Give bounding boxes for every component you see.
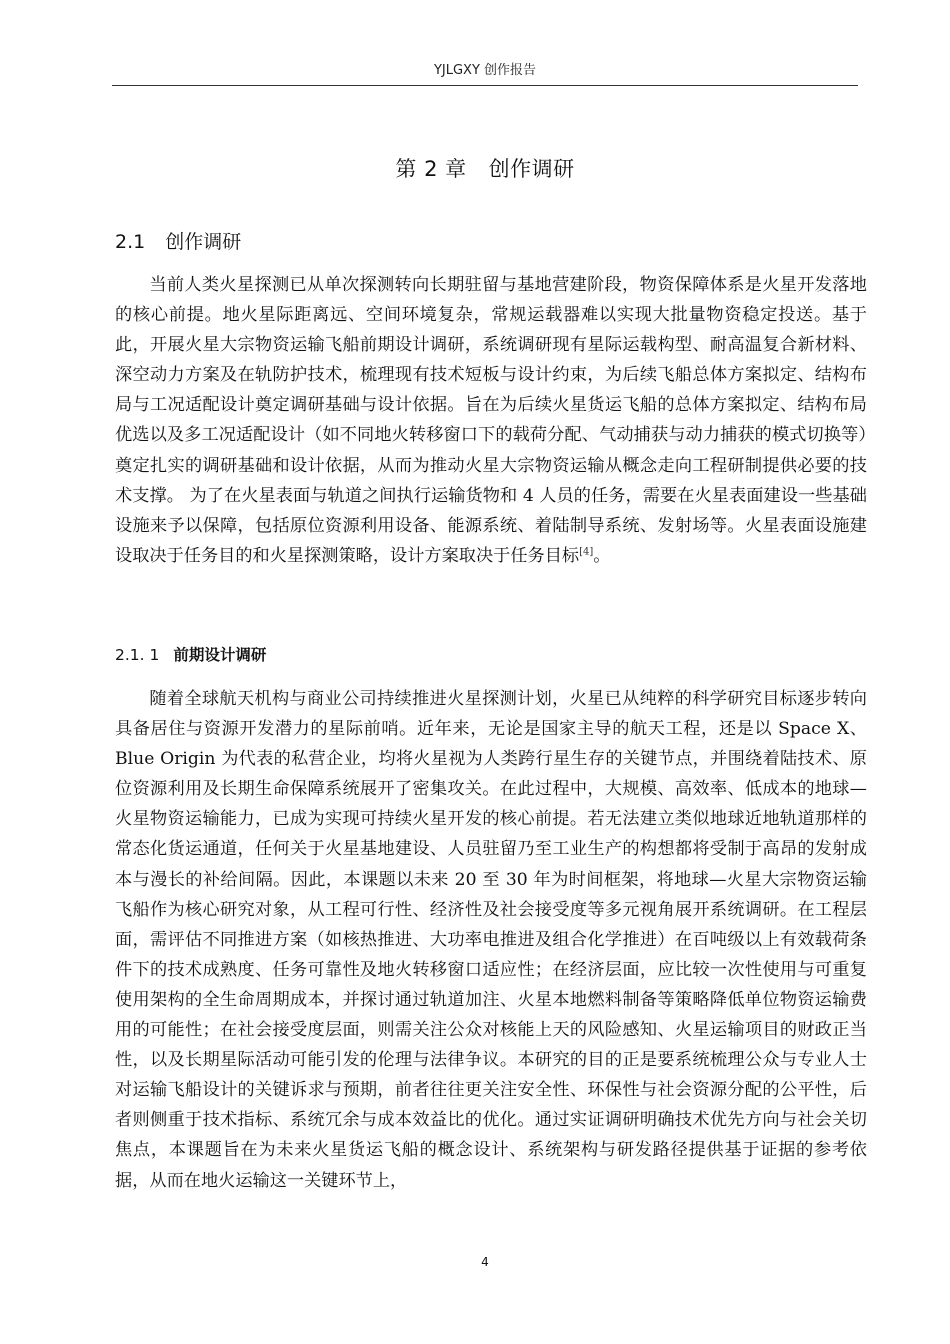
citation-reference[interactable]: [4] [579, 546, 594, 558]
subsection-number: 2.1. 1 [115, 646, 160, 664]
subsection-name: 前期设计调研 [173, 646, 267, 664]
section-title [115, 228, 241, 256]
chapter-name: 创作调研 [488, 157, 575, 181]
chapter-number: 第 2 章 [395, 157, 467, 181]
section-name: 创作调研 [165, 231, 242, 253]
section-paragraph [115, 270, 867, 571]
subsection-paragraph: 随着全球航天机构与商业公司持续推进火星探测计划，火星已从纯粹的科学研究目标逐步转向具备居住与资源开发潜力的星际前哨。近年来，无论是国家主导的航天工程，还是以 Space X、Blue Origin 为代表的私营企业，均将火星视为人类跨行星生存的关键节点，并围绕着陆技术、原位资源利用及长期生命保障系统展开了密集攻关。在此过程中，大规模、高效率、低成本的地球—火星物资运输能力，已成为实现可持续火星开发的核心前提。若无法建立类似地球近地轨道那样的常态化货运通道，任何关于火星基地建设、人员驻留乃至工业生产的构想都将受制于高昂的发射成本与漫长的补给间隔。因此，本课题以未来 20 至 30 年为时间框架，将地球—火星大宗物资运输飞船作为核心研究对象，从工程可行性、经济性及社会接受度等多元视角展开系统调研。在工程层面，需评估不同推进方案（如核热推进、大功率电推进及组合化学推进）在百吨级以上有效载荷条件下的技术成熟度、任务可靠性及地火转移窗口适应性；在经济层面，应比较一次性使用与可重复使用架构的全生命周期成本，并探讨通过轨道加注、火星本地燃料制备等策略降低单位物资运输费用的可能性；在社会接受度层面，则需关注公众对核能上天的风险感知、火星运输项目的财政正当性，以及长期星际活动可能引发的伦理与法律争议。本研究的目的正是要系统梳理公众与专业人士对运输飞船设计的关键诉求与预期，前者往往更关注安全性、环保性与社会资源分配的公平性，后者则侧重于技术指标、系统冗余与成本效益比的优化。通过实证调研明确技术优先方向与社会关切焦点，本课题旨在为未来火星货运飞船的概念设计、系统架构与研发路径提供基于证据的参考依据，从而在地火运输这一关键环节上， [115, 689, 867, 1191]
section-paragraph-text: 当前人类火星探测已从单次探测转向长期驻留与基地营建阶段，物资保障体系是火星开发落地的核心前提。地火星际距离远、空间环境复杂，常规运载器难以实现大批量物资稳定投送。基于此，开展火星大宗物资运输飞船前期设计调研，系统调研现有星际运载构型、耐高温复合新材料、深空动力方案及在轨防护技术，梳理现有技术短板与设计约束，为后续飞船总体方案拟定、结构布局与工况适配设计奠定调研基础与设计依据。旨在为后续火星货运飞船的总体方案拟定、结构布局优选以及多工况适配设计（如不同地火转移窗口下的载荷分配、气动捕获与动力捕获的模式切换等）奠定扎实的调研基础和设计依据，从而为推动火星大宗物资运输从概念走向工程研制提供必要的技术支撑。 为了在火星表面与轨道之间执行运输货物和 4 人员的任务，需要在火星表面建设一些基础设施来予以保障，包括原位资源利用设备、能源系统、着陆制导系统、发射场等。火星表面设施建设取决于任务目的和火星探测策略，设计方案取决于任务目标 [115, 275, 867, 566]
section-number: 2.1 [115, 231, 146, 253]
header-divider [112, 85, 858, 86]
page-header: YJLGXY 创作报告 [433, 63, 537, 78]
chapter-title [112, 154, 858, 184]
subsection-title [115, 643, 266, 667]
page-number: 4 [481, 1255, 489, 1269]
section-paragraph-end: 。 [593, 545, 611, 566]
